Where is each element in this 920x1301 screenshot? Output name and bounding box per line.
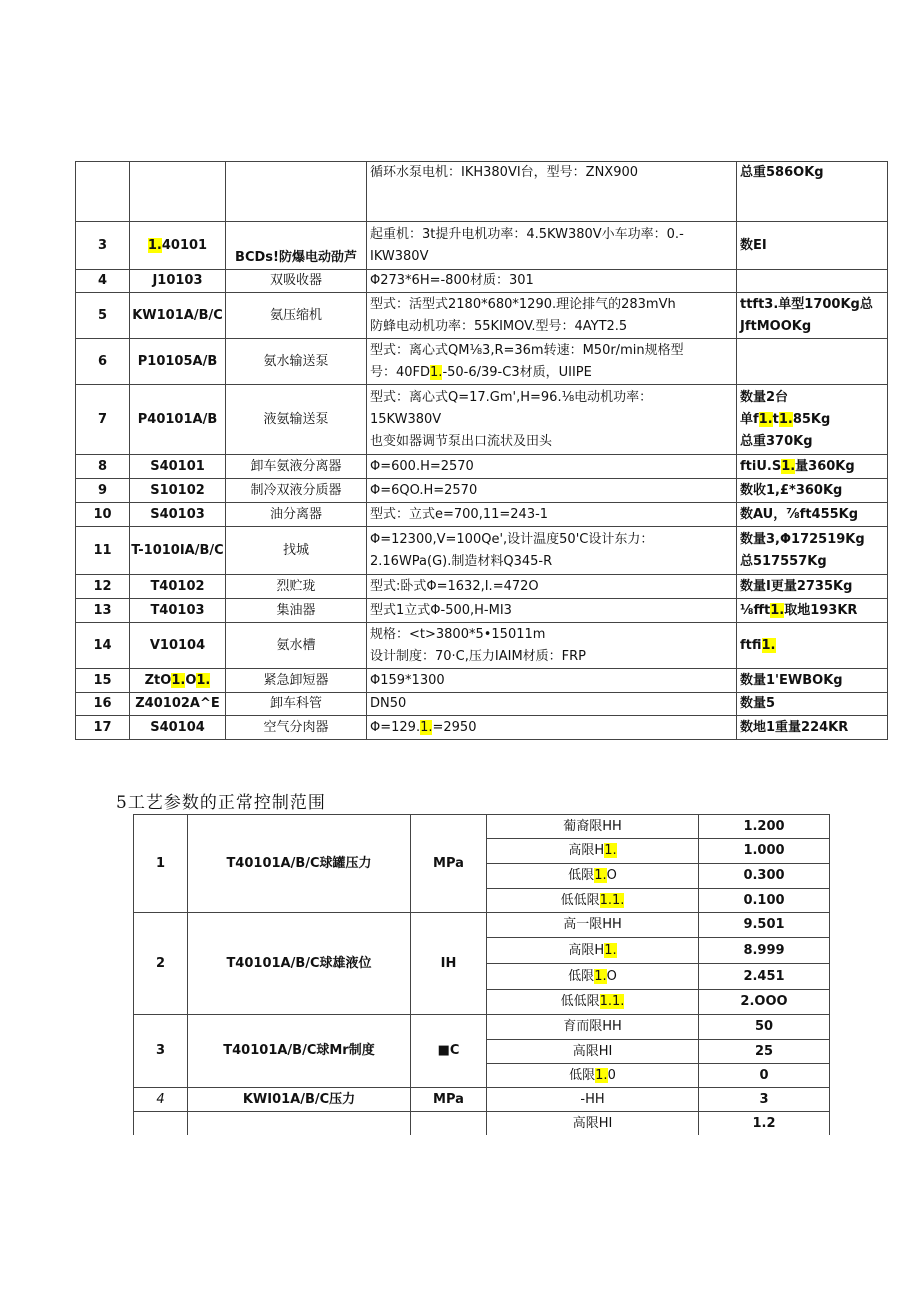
limit-value: 2.451: [699, 964, 830, 990]
cell-note-line: ftfi1.: [740, 637, 776, 653]
limit-value: 1.000: [699, 839, 830, 864]
limit-label-text: 低限1.0: [569, 1067, 616, 1083]
table-row: [76, 503, 888, 527]
cell-no-text: 8: [97, 458, 108, 474]
cell-no: [76, 527, 130, 575]
cell-name: [226, 669, 367, 693]
cell-code-text: ZtO1.O1.: [144, 672, 211, 688]
param-table: [133, 814, 830, 1135]
highlight-mark: 1.: [770, 602, 785, 618]
cell-code: [130, 479, 226, 503]
cell-code: [130, 339, 226, 385]
cell-no-text: 15: [93, 672, 112, 688]
cell-spec: [367, 503, 737, 527]
section-title: 5工艺参数的正常控制范围: [116, 793, 326, 813]
limit-value: 0.100: [699, 889, 830, 913]
cell-spec: [367, 222, 737, 270]
cell-spec: [367, 527, 737, 575]
limit-label-text: 低限1.O: [568, 968, 617, 984]
table-row: [76, 222, 888, 270]
cell-name-text: 集油器: [276, 602, 316, 618]
limit-value: 1.2: [699, 1112, 830, 1136]
highlight-mark: 1.: [147, 237, 162, 253]
cell-name-text: 氨水输送泵: [263, 353, 329, 369]
param-no: 3: [134, 1015, 188, 1088]
highlight-mark: 1.: [604, 843, 617, 858]
limit-label-text: 低低限1.1.: [560, 994, 625, 1009]
cell-note-line: 总重586OKg: [740, 165, 824, 180]
cell-spec-line: Φ=12300,V=100Qe',设计温度50'C设计东力：: [370, 531, 654, 547]
limit-value: 8.999: [699, 938, 830, 964]
table-row: [76, 527, 888, 575]
cell-code-text: S40104: [150, 719, 205, 735]
cell-no: [76, 503, 130, 527]
cell-spec-line: 防蜂电动机功率：55KIMOV.型号：4AYT2.5: [370, 318, 628, 334]
cell-spec-line: Φ273*6H=-800材质：301: [370, 273, 534, 288]
highlight-mark: 1.: [604, 942, 617, 958]
cell-name-text: 双吸收器: [269, 273, 322, 288]
limit-value: 3: [699, 1088, 830, 1112]
cell-spec: [367, 669, 737, 693]
table-row: [76, 623, 888, 669]
limit-value: 9.501: [699, 913, 830, 938]
cell-note-line: ftiU.S1.量360Kg: [740, 458, 855, 474]
limit-label: [487, 815, 699, 839]
cell-note: [737, 222, 888, 270]
cell-code-text: T40103: [150, 602, 205, 618]
cell-name-text: 找城: [282, 542, 309, 558]
cell-spec-line: 设计制度：70·C,压力IAIM材质：FRP: [370, 648, 587, 664]
cell-spec: [367, 599, 737, 623]
cell-note: [737, 693, 888, 716]
limit-label: [487, 1112, 699, 1136]
highlight-mark: 1.: [171, 672, 186, 688]
cell-note: [737, 669, 888, 693]
cell-name: [226, 623, 367, 669]
cell-no: [76, 716, 130, 740]
cell-note: [737, 339, 888, 385]
cell-name: [226, 599, 367, 623]
cell-note: [737, 527, 888, 575]
cell-note-line: 数量I更量2735Kg: [740, 578, 853, 594]
limit-label-text: 高一限HH: [563, 917, 622, 932]
cell-note-line: 数量5: [740, 696, 776, 711]
highlight-mark: 1.: [420, 719, 433, 735]
cell-name: [226, 162, 367, 222]
cell-name: [226, 503, 367, 527]
table-row: [76, 385, 888, 455]
param-row: [134, 1112, 830, 1136]
limit-label: [487, 1088, 699, 1112]
cell-spec-line: 2.16WPa(G).制造材料Q345-R: [370, 553, 553, 569]
cell-code: [130, 503, 226, 527]
cell-note-line: ⅛fft1.取地193KR: [740, 602, 858, 618]
cell-code: [130, 385, 226, 455]
cell-spec-line: 起重机：3t提升电机功率：4.5KW380V小车功率：0.-: [370, 226, 684, 242]
cell-no: [76, 575, 130, 599]
cell-note: [737, 479, 888, 503]
cell-no: [76, 693, 130, 716]
cell-spec: [367, 575, 737, 599]
cell-spec: [367, 162, 737, 222]
param-row: [134, 1015, 830, 1040]
limit-label-text: 葡裔限HH: [563, 818, 622, 834]
limit-value: 1.200: [699, 815, 830, 839]
highlight-mark: 1.: [781, 458, 796, 474]
cell-note: [737, 455, 888, 479]
table-row: [76, 293, 888, 339]
limit-label: [487, 1015, 699, 1040]
highlight-mark: 1.: [430, 364, 443, 380]
cell-code: [130, 293, 226, 339]
cell-name-text: 卸车氨液分离器: [250, 458, 342, 474]
cell-no: [76, 669, 130, 693]
cell-code: [130, 575, 226, 599]
cell-name-text: BCDs!防爆电动劭芦: [235, 250, 357, 265]
cell-code-text: Z40102A^E: [135, 696, 220, 711]
highlight-mark: 1.: [594, 968, 607, 984]
cell-name-text: 氨压缩机: [269, 307, 322, 323]
highlight-mark: 1.: [196, 672, 211, 688]
table-row: [76, 455, 888, 479]
limit-value: 0.300: [699, 864, 830, 889]
cell-code: [130, 599, 226, 623]
cell-spec-line: Φ159*1300: [370, 672, 445, 688]
cell-spec: [367, 385, 737, 455]
cell-note: [737, 623, 888, 669]
limit-label-text: 高限HI: [572, 1115, 613, 1131]
cell-name-text: 空气分肉器: [263, 719, 329, 735]
empty-cell: [134, 1112, 188, 1136]
table-row: [76, 339, 888, 385]
limit-label-text: 高限HI: [572, 1043, 613, 1059]
table-row: [76, 599, 888, 623]
cell-spec: [367, 623, 737, 669]
cell-spec-line: 型式：离心式Q=17.Gm',H=96.⅛电动机功率：: [370, 389, 653, 405]
cell-spec-line: 型式：活型式2180*680*1290.理论排气的283mVh: [370, 296, 676, 312]
cell-note: [737, 385, 888, 455]
limit-value: 2.OOO: [699, 990, 830, 1015]
cell-note: [737, 293, 888, 339]
cell-spec-line: 也变如器调节泵出口流状及田头: [370, 433, 553, 449]
param-unit: MPa: [411, 815, 487, 913]
cell-code-text: P40101A/B: [137, 411, 218, 427]
cell-note-line: 数量1'EWBOKg: [740, 672, 843, 688]
limit-label-text: 低低限1.1.: [560, 892, 625, 908]
table-row: [76, 669, 888, 693]
limit-label-text: 高限H1.: [568, 843, 617, 858]
table-row: [76, 270, 888, 293]
cell-name: [226, 716, 367, 740]
param-name: KWI01A/B/C压力: [188, 1088, 411, 1112]
cell-no-text: 6: [97, 353, 108, 369]
cell-no: [76, 385, 130, 455]
highlight-mark: 1.: [594, 868, 607, 883]
cell-spec: [367, 293, 737, 339]
limit-label: [487, 938, 699, 964]
param-no: 4: [134, 1088, 188, 1112]
limit-value: 25: [699, 1040, 830, 1064]
table-row: [76, 479, 888, 503]
cell-name: [226, 575, 367, 599]
highlight-mark: 1.: [761, 637, 776, 653]
table-row: [76, 716, 888, 740]
cell-note-line: ttft3.单型1700Kg总: [740, 296, 873, 312]
cell-no-text: 7: [97, 411, 108, 427]
highlight-mark: 1.: [778, 411, 793, 427]
empty-cell: [188, 1112, 411, 1136]
cell-code-text: T-1010IA/B/C: [131, 542, 224, 558]
cell-code-text: 1.40101: [147, 237, 208, 253]
cell-spec-line: DN50: [370, 696, 407, 711]
cell-note-line: 总重370Kg: [740, 433, 813, 449]
cell-note-line: 单f1.t1.85Kg: [740, 411, 831, 427]
param-row: [134, 815, 830, 839]
cell-code-text: S40101: [150, 458, 205, 474]
cell-code-text: S10102: [150, 482, 205, 498]
highlight-mark: 1.: [599, 994, 612, 1009]
cell-code-text: V10104: [149, 637, 206, 653]
cell-name-text: 液氨输送泵: [263, 411, 329, 427]
param-name: T40101A/B/C球雄液位: [188, 913, 411, 1015]
limit-label: [487, 990, 699, 1015]
cell-note-line: 数EI: [740, 237, 767, 253]
cell-name: [226, 455, 367, 479]
cell-no-text: 17: [93, 719, 112, 735]
cell-spec-line: Φ=600.H=2570: [370, 458, 474, 474]
cell-note: [737, 162, 888, 222]
cell-code: [130, 623, 226, 669]
cell-no-text: 11: [93, 542, 112, 558]
limit-value: 50: [699, 1015, 830, 1040]
limit-label-text: 高限H1.: [568, 942, 617, 958]
cell-spec: [367, 479, 737, 503]
cell-code: [130, 716, 226, 740]
cell-name-text: 紧急卸短器: [263, 672, 329, 688]
cell-note-line: 数量2台: [740, 389, 789, 405]
limit-label-text: 低限1.O: [568, 868, 617, 883]
param-unit: MPa: [411, 1088, 487, 1112]
cell-code: [130, 222, 226, 270]
limit-value: 0: [699, 1064, 830, 1088]
limit-label: [487, 839, 699, 864]
cell-no: [76, 222, 130, 270]
highlight-mark: 1.: [595, 1067, 608, 1083]
limit-label: [487, 913, 699, 938]
param-row: [134, 913, 830, 938]
cell-no-text: 5: [97, 307, 108, 323]
cell-note-line: 数收1,£*360Kg: [740, 482, 843, 498]
limit-label: [487, 864, 699, 889]
cell-note-line: JftMOOKg: [740, 318, 812, 334]
cell-no: [76, 599, 130, 623]
cell-no: [76, 455, 130, 479]
cell-no: [76, 479, 130, 503]
limit-label: [487, 964, 699, 990]
param-name: T40101A/B/C球罐压力: [188, 815, 411, 913]
cell-name: [226, 293, 367, 339]
limit-label: [487, 889, 699, 913]
cell-no-text: 10: [93, 506, 112, 522]
cell-spec-line: Φ=6QO.H=2570: [370, 482, 478, 498]
cell-no: [76, 293, 130, 339]
table-row: [76, 693, 888, 716]
cell-note: [737, 716, 888, 740]
limit-label-text: 育而限HH: [563, 1019, 622, 1034]
param-unit: IH: [411, 913, 487, 1015]
cell-code-text: S40103: [150, 506, 205, 522]
cell-spec-line: 15KW380V: [370, 411, 442, 427]
param-unit: ■C: [411, 1015, 487, 1088]
cell-code-text: KW101A/B/C: [132, 307, 223, 323]
param-name: T40101A/B/C球Mr制度: [188, 1015, 411, 1088]
cell-no: [76, 623, 130, 669]
cell-spec-line: Φ=129.1.=2950: [370, 719, 477, 735]
cell-note-line: 数量3,Φ172519Kg: [740, 531, 865, 547]
cell-no-text: 13: [93, 602, 112, 618]
cell-spec-line: 型式:卧式Φ=1632,I.=472O: [370, 578, 539, 594]
cell-note-line: 总517557Kg: [740, 553, 827, 569]
highlight-mark: 1.: [612, 994, 625, 1009]
cell-note-line: 数AU，⅞ft455Kg: [740, 506, 859, 522]
cell-name-text: 氨水槽: [276, 637, 316, 653]
cell-spec: [367, 455, 737, 479]
cell-spec-line: 规格：<t>3800*5•15011m: [370, 626, 546, 642]
cell-name-text: 卸车科管: [269, 696, 322, 711]
cell-code: [130, 162, 226, 222]
cell-spec-line: 型式：离心式QM⅛3,R=36m转速：M50r/min规格型: [370, 342, 684, 358]
cell-no: [76, 339, 130, 385]
empty-cell: [411, 1112, 487, 1136]
cell-no-text: 12: [93, 578, 112, 594]
cell-name: [226, 222, 367, 270]
cell-no-text: 14: [93, 637, 112, 653]
cell-code-text: J10103: [152, 273, 203, 288]
param-no: 1: [134, 815, 188, 913]
cell-spec-line: 循环水泵电机：IKH380VI台，型号：ZNX900: [370, 165, 639, 180]
cell-no: [76, 270, 130, 293]
cell-note: [737, 599, 888, 623]
cell-spec-line: 型式：立式e=700,11=243-1: [370, 506, 549, 522]
cell-spec: [367, 716, 737, 740]
highlight-mark: 1.: [758, 411, 773, 427]
cell-spec: [367, 339, 737, 385]
param-row: [134, 1088, 830, 1112]
cell-note: [737, 503, 888, 527]
cell-code: [130, 270, 226, 293]
cell-name: [226, 385, 367, 455]
cell-spec-line: 型式1立式Φ-500,H-MI3: [370, 602, 512, 618]
cell-name-text: 制冷双液分质器: [250, 482, 342, 498]
table-row: [76, 575, 888, 599]
cell-note: [737, 575, 888, 599]
cell-spec: [367, 270, 737, 293]
cell-name: [226, 270, 367, 293]
cell-code-text: T40102: [150, 578, 205, 594]
limit-label: [487, 1064, 699, 1088]
cell-name: [226, 479, 367, 503]
highlight-mark: 1.: [599, 892, 612, 908]
cell-code: [130, 455, 226, 479]
cell-spec-line: IKW380V: [370, 248, 429, 264]
limit-label: [487, 1040, 699, 1064]
equipment-table: [75, 161, 888, 740]
cell-note-line: 数地1重量224KR: [740, 719, 849, 735]
limit-label-text: -HH: [580, 1091, 605, 1107]
cell-spec: [367, 693, 737, 716]
cell-no-text: 16: [93, 696, 112, 711]
cell-code: [130, 527, 226, 575]
cell-code: [130, 669, 226, 693]
cell-name-text: 烈贮珑: [276, 578, 316, 594]
cell-note: [737, 270, 888, 293]
cell-no-text: 4: [97, 273, 108, 288]
param-no: 2: [134, 913, 188, 1015]
cell-code: [130, 693, 226, 716]
cell-no-text: 3: [97, 237, 108, 253]
cell-name-text: 油分离器: [269, 506, 322, 522]
cell-name: [226, 339, 367, 385]
highlight-mark: 1.: [612, 892, 625, 908]
cell-no-text: 9: [97, 482, 108, 498]
cell-code-text: P10105A/B: [137, 353, 218, 369]
cell-name: [226, 693, 367, 716]
cell-spec-line: 号：40FD1.-50-6/39-C3材质，UIIPE: [370, 364, 592, 380]
cell-no: [76, 162, 130, 222]
cell-name: [226, 527, 367, 575]
table-row: [76, 162, 888, 222]
